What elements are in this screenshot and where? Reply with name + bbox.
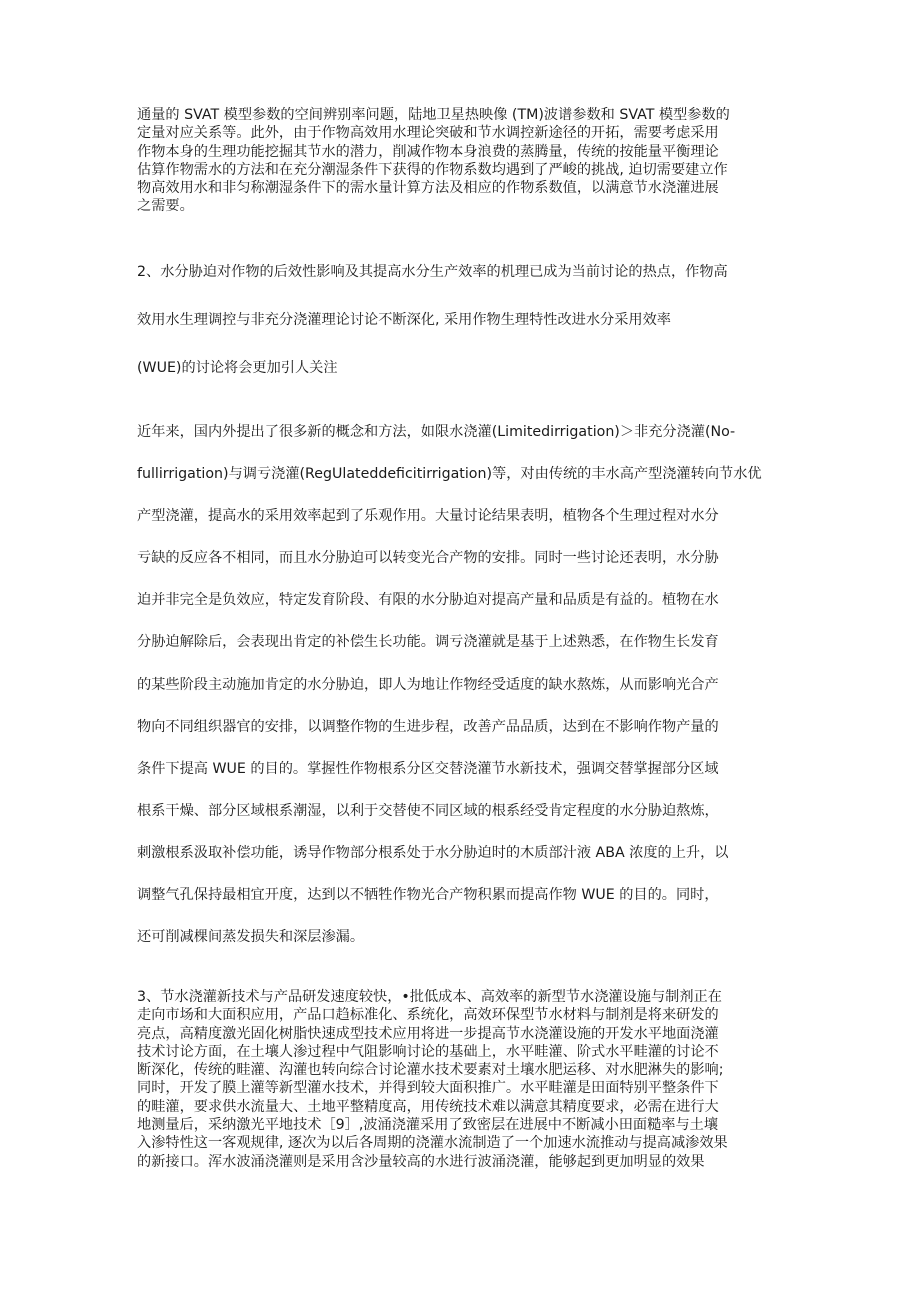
text-line: 的畦灌，要求供水流量大、土地平整精度高，用传统技术难以满意其精度要求，必需在进行大 [137,1098,719,1115]
text-line: 条件下提高 WUE 的目的。掌握性作物根系分区交替浇灌节水新技术，强调交替掌握部分区域 [137,760,719,777]
paragraph-new-technology [137,988,787,1171]
text-line: 还可削减棵间蒸发损失和深层渗漏。 [137,929,365,946]
text-line: 调整气孔保持最相宜开度，达到以不牺牲作物光合产物积累而提高作物 WUE 的目的。同时， [137,887,719,904]
text-line: 刺激根系汲取补偿功能，诱导作物部分根系处于水分胁迫时的木质部汁液 ABA 浓度的上升，以 [137,844,729,861]
text-line: 通量的 SVAT 模型参数的空间辨别率问题，陆地卫星热映像 (TM)波谱参数和 SVAT 模型参数的 [137,107,730,123]
text-line: 的新接口。浑水波涌浇灌则是采用含沙量较高的水进行波涌浇灌，能够起到更加明显的效果 [137,1153,705,1170]
text-line: 断深化，传统的畦灌、沟灌也转向综合讨论灌水技术要素对土壤水肥运移、对水肥淋失的影响; [137,1062,724,1079]
text-line: 走向市场和大面积应用，产品口趋标准化、系统化，高效环保型节水材料与制剂是将来研发的 [137,1007,719,1024]
text-line: 3、节水浇灌新技术与产品研发速度较快，•批低成本、高效率的新型节水浇灌设施与制剂正在 [137,989,722,1005]
text-line: 迫并非完全是负效应，特定发育阶段、有限的水分胁迫对提高产量和品质是有益的。植物在水 [137,592,719,609]
text-line: 2、水分胁迫对作物的后效性影响及其提高水分生产效率的机理已成为当前讨论的热点，作物高 [137,264,728,280]
text-line: 近年来，国内外提出了很多新的概念和方法，如限水浇灌(Limitedirrigation)＞非充分浇灌(No- [137,424,736,440]
text-line: 作物本身的生理功能挖掘其节水的潜力，削减作物本身浪费的蒸腾量，传统的按能量平衡理论 [137,143,719,160]
text-line: 物高效用水和非匀称潮湿条件下的需水量计算方法及相应的作物系数值，以满意节水浇灌进展 [137,180,719,197]
text-line: 亏缺的反应各不相同，而且水分胁迫可以转变光合产物的安排。同时一些讨论还表明，水分胁 [137,550,719,567]
text-line: 分胁迫解除后，会表现出肯定的补偿生长功能。调亏浇灌就是基于上述熟悉，在作物生长发育 [137,634,719,651]
paragraph-svat-model [137,106,787,216]
text-line: 同时，开发了膜上灌等新型灌水技术，并得到较大面积推广。水平畦灌是田面特别平整条件下 [137,1080,719,1097]
text-line: 地测量后，采纳激光平地技术［9］,波涌浇灌采用了致密层在进展中不断减小田面糙率与土壤 [137,1117,719,1134]
text-line: 产型浇灌，提高水的采用效率起到了乐观作用。大量讨论结果表明，植物各个生理过程对水分 [137,508,719,525]
text-line: 入渗特性这一客观规律, 逐次为以后各周期的浇灌水流制造了一个加速水流推动与提高减渗效果 [137,1135,728,1152]
text-line: 根系干燥、部分区域根系潮湿，以利于交替使不同区域的根系经受肯定程度的水分胁迫熬炼， [137,802,719,819]
paragraph-water-stress [137,248,787,392]
text-line: 定量对应关系等。此外，由于作物高效用水理论突破和节水调控新途径的开拓，需要考虑采用 [137,125,719,142]
text-line: 估算作物需水的方法和在充分潮湿条件下获得的作物系数均遇到了严峻的挑战, 迫切需要建立作 [137,161,728,178]
text-line: 物向不同组织器官的安排，以调整作物的生进步程，改善产品品质，达到在不影响作物产量的 [137,718,719,735]
paragraph-deficit-irrigation [137,411,787,958]
text-line: 之需要。 [137,198,194,215]
text-line: 亮点，高精度激光固化树脂快速成型技术应用将进一步提高节水浇灌设施的开发水平地面浇灌 [137,1025,719,1042]
text-line: (WUE)的讨论将会更加引人关注 [137,360,338,376]
text-line: fullirrigation)与调亏浇灌(RegUlateddeficitirrigation)等，对由传统的丰水高产型浇灌转向节水优 [137,466,762,483]
text-line: 效用水生理调控与非充分浇灌理论讨论不断深化, 采用作物生理特性改进水分采用效率 [137,312,671,328]
text-line: 的某些阶段主动施加肯定的水分胁迫，即人为地让作物经受适度的缺水熬炼，从而影响光合产 [137,676,719,693]
text-line: 技术讨论方面，在土壤人渗过程中气阻影响讨论的基础上，水平畦灌、阶式水平畦灌的讨论不 [137,1043,719,1060]
